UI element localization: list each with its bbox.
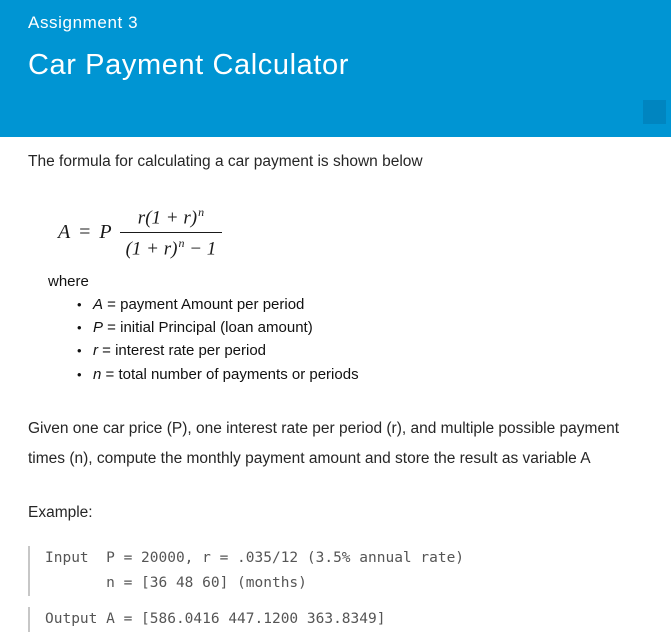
list-item-A	[77, 293, 645, 316]
definition-r: = interest rate per period	[98, 342, 267, 360]
task-description: Given one car price (P), one interest rate per period (r), and multiple possible payment times (n), compute the monthly payment amount and store the result as variable A	[28, 420, 620, 468]
example-output-block	[28, 607, 645, 632]
definition-P: = initial Principal (loan amount)	[103, 319, 313, 337]
header-accent-square	[643, 100, 666, 124]
variable-definitions-list	[77, 293, 645, 387]
numerator-exponent: n	[198, 205, 205, 219]
output-line-1: Output A = [586.0416 447.1200 363.8349]	[45, 611, 386, 628]
list-item-n	[77, 363, 645, 386]
list-item-P	[77, 316, 645, 339]
example-label: Example:	[28, 504, 93, 522]
assignment-kicker: Assignment 3	[28, 13, 139, 32]
page-title: Car Payment Calculator	[28, 49, 350, 81]
formula-lhs: A = P	[58, 221, 112, 244]
assignment-body	[0, 151, 671, 632]
denominator-base: (1 + r)	[125, 238, 178, 260]
list-item-r	[77, 339, 645, 362]
where-label: where	[48, 272, 89, 290]
input-line-2: n = [36 48 60] (months)	[45, 575, 307, 592]
assignment-header-banner	[0, 0, 671, 137]
formula-fraction	[120, 205, 223, 261]
intro-text: The formula for calculating a car payment is shown below	[28, 153, 423, 170]
input-line-1: Input P = 20000, r = .035/12 (3.5% annual rate)	[45, 550, 465, 567]
variable-A: A	[93, 295, 104, 313]
example-input-block	[28, 546, 645, 596]
definition-A: = payment Amount per period	[103, 295, 305, 313]
numerator-base: r(1 + r)	[137, 207, 198, 229]
formula-denominator	[120, 233, 223, 260]
formula-numerator	[120, 205, 223, 233]
denominator-exponent: n	[178, 236, 185, 251]
variable-n: n	[93, 365, 102, 383]
definition-n: = total number of payments or periods	[101, 365, 359, 383]
variable-r: r	[93, 342, 98, 360]
payment-formula	[58, 205, 645, 261]
denominator-tail: − 1	[184, 238, 217, 260]
variable-P: P	[93, 319, 104, 337]
